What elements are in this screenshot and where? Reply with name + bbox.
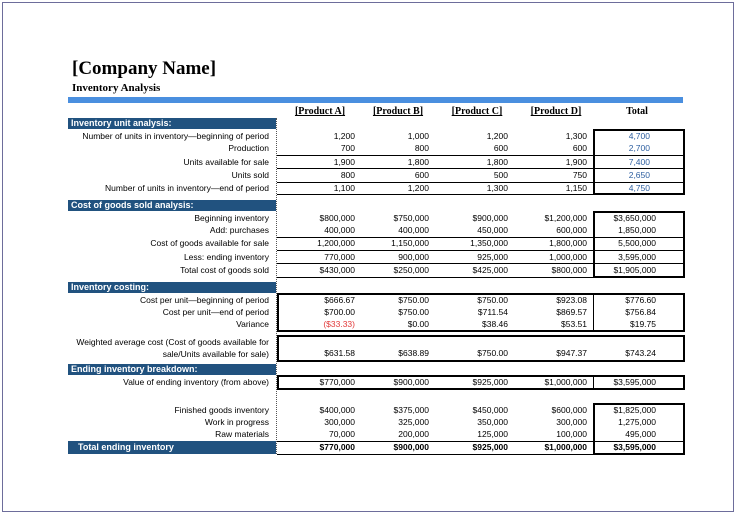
section-ending-breakdown: Ending inventory breakdown: [68,364,276,375]
cell: $250,000 [393,265,429,275]
cell: $800,000 [319,213,355,223]
row-label: Variance [236,319,269,329]
cell: 125,000 [477,429,508,439]
row-label: Units available for sale [183,157,269,167]
cell: 350,000 [477,417,508,427]
cell: $450,000 [472,405,508,415]
cell-total: 3,595,000 [618,252,656,262]
row-label: Number of units in inventory—end of period [105,183,269,193]
cell: 500 [493,170,508,180]
cell: 450,000 [477,225,508,235]
cell: 1,200 [486,131,508,141]
cell: $900,000 [393,377,429,387]
cell-total: $743.24 [625,348,656,358]
cell-total: $19.75 [630,319,656,329]
cell: 1,150 [565,183,587,193]
cell: 1,000,000 [549,252,587,262]
cell-total: $3,650,000 [613,213,656,223]
cell: 400,000 [324,225,355,235]
rule [277,155,685,156]
cell: 1,800,000 [549,238,587,248]
cell: 400,000 [398,225,429,235]
rule [277,194,685,195]
rule [277,168,685,169]
cell: 70,000 [329,429,355,439]
row-label: Units sold [231,170,269,180]
cell: 800 [414,143,429,153]
cell: 325,000 [398,417,429,427]
cell: $770,000 [319,442,355,452]
cell: 300,000 [556,417,587,427]
rule [277,250,685,251]
cell: $770,000 [319,377,355,387]
cell: 1,800 [407,157,429,167]
cell: $750.00 [477,348,508,358]
cell: 770,000 [324,252,355,262]
cell: 1,200,000 [317,238,355,248]
cell: $1,000,000 [544,377,587,387]
cell: $0.00 [407,319,429,329]
cell-total: 1,850,000 [618,225,656,235]
section-unit-analysis: Inventory unit analysis: [68,118,276,129]
row-label: Cost per unit—beginning of period [140,295,269,305]
row-label: Production [228,143,269,153]
row-label: Number of units in inventory—beginning of period [82,131,269,141]
cell: $750.00 [477,295,508,305]
cell: 600 [493,143,508,153]
cell: $430,000 [319,265,355,275]
cell: $1,200,000 [544,213,587,223]
cell: $38.46 [482,319,508,329]
cell: $631.58 [324,348,355,358]
header-product-b: [Product B] [372,106,424,117]
cell: 750 [572,170,587,180]
header-product-d: [Product D] [530,106,582,117]
cell: $750,000 [393,213,429,223]
cell: $425,000 [472,265,508,275]
cell: $925,000 [472,377,508,387]
cell: $375,000 [393,405,429,415]
row-label: Raw materials [215,429,269,439]
row-label: Add: purchases [209,225,269,235]
cell: 700 [340,143,355,153]
rule [277,263,685,264]
cell-total: $776.60 [625,295,656,305]
cell: 1,300 [565,131,587,141]
cell: 200,000 [398,429,429,439]
cell: $947.37 [556,348,587,358]
cell: 1,200 [333,131,355,141]
row-label: Cost of goods available for sale [150,238,269,248]
cell: $666.67 [324,295,355,305]
row-label: Cost per unit—end of period [162,307,269,317]
cell-total: 2,650 [628,170,650,180]
cell-total: $1,825,000 [613,405,656,415]
cell: $1,000,000 [544,442,587,452]
rule [277,454,685,455]
cell: $800,000 [551,265,587,275]
cell: 1,150,000 [391,238,429,248]
cell-total: 4,750 [628,183,650,193]
header-product-c: [Product C] [451,106,503,117]
row-label: Total cost of goods sold [180,265,269,275]
cell-negative: ($33.33) [323,319,355,329]
row-label: Work in progress [204,417,269,427]
cell: $638.89 [398,348,429,358]
cell-total: $1,905,000 [613,265,656,275]
accent-bar [68,97,683,103]
cell-total: 7,400 [628,157,650,167]
cell: 1,900 [565,157,587,167]
cell: 1,800 [486,157,508,167]
cell: $925,000 [472,442,508,452]
cell: $53.51 [561,319,587,329]
row-label: Finished goods inventory [174,405,269,415]
section-inventory-costing: Inventory costing: [68,282,276,293]
cell-total: 5,500,000 [618,238,656,248]
cell: $700.00 [324,307,355,317]
cell: $869.57 [556,307,587,317]
cell-total: $756.84 [625,307,656,317]
rule [277,277,685,278]
section-total-ending: Total ending inventory [68,441,276,454]
header-total: Total [626,106,648,117]
cell-total: 2,700 [628,143,650,153]
cell-total: 1,275,000 [618,417,656,427]
section-cogs-analysis: Cost of goods sold analysis: [68,200,276,211]
cell: $400,000 [319,405,355,415]
cell: 1,300 [486,183,508,193]
company-name: [Company Name] [72,58,217,79]
row-label: Value of ending inventory (from above) [123,377,269,387]
row-label: Beginning inventory [194,213,269,223]
cell-total: $3,595,000 [613,377,656,387]
cell: $750.00 [398,295,429,305]
cell-total: $3,595,000 [613,442,656,452]
row-label: Weighted average cost (Cost of goods available for sale/Units available for sale) [76,337,269,359]
cell: 1,900 [333,157,355,167]
cell: $600,000 [551,405,587,415]
cell-total: 4,700 [628,131,650,141]
report-title: Inventory Analysis [72,82,161,94]
cell: 600,000 [556,225,587,235]
row-label: Less: ending inventory [183,252,269,262]
cell: 1,100 [333,183,355,193]
cell: $711.54 [477,307,508,317]
cell: $923.08 [556,295,587,305]
cell: 900,000 [398,252,429,262]
cell: 1,200 [407,183,429,193]
cell: 100,000 [556,429,587,439]
cell: 925,000 [477,252,508,262]
cell: 1,350,000 [470,238,508,248]
cell-total: 495,000 [625,429,656,439]
cell: 1,000 [407,131,429,141]
cell: 300,000 [324,417,355,427]
header-product-a: [Product A] [294,106,346,117]
cell: 600 [572,143,587,153]
cell: $900,000 [393,442,429,452]
cell: $900,000 [472,213,508,223]
cell: 600 [414,170,429,180]
cell: $750.00 [398,307,429,317]
cell: 800 [340,170,355,180]
